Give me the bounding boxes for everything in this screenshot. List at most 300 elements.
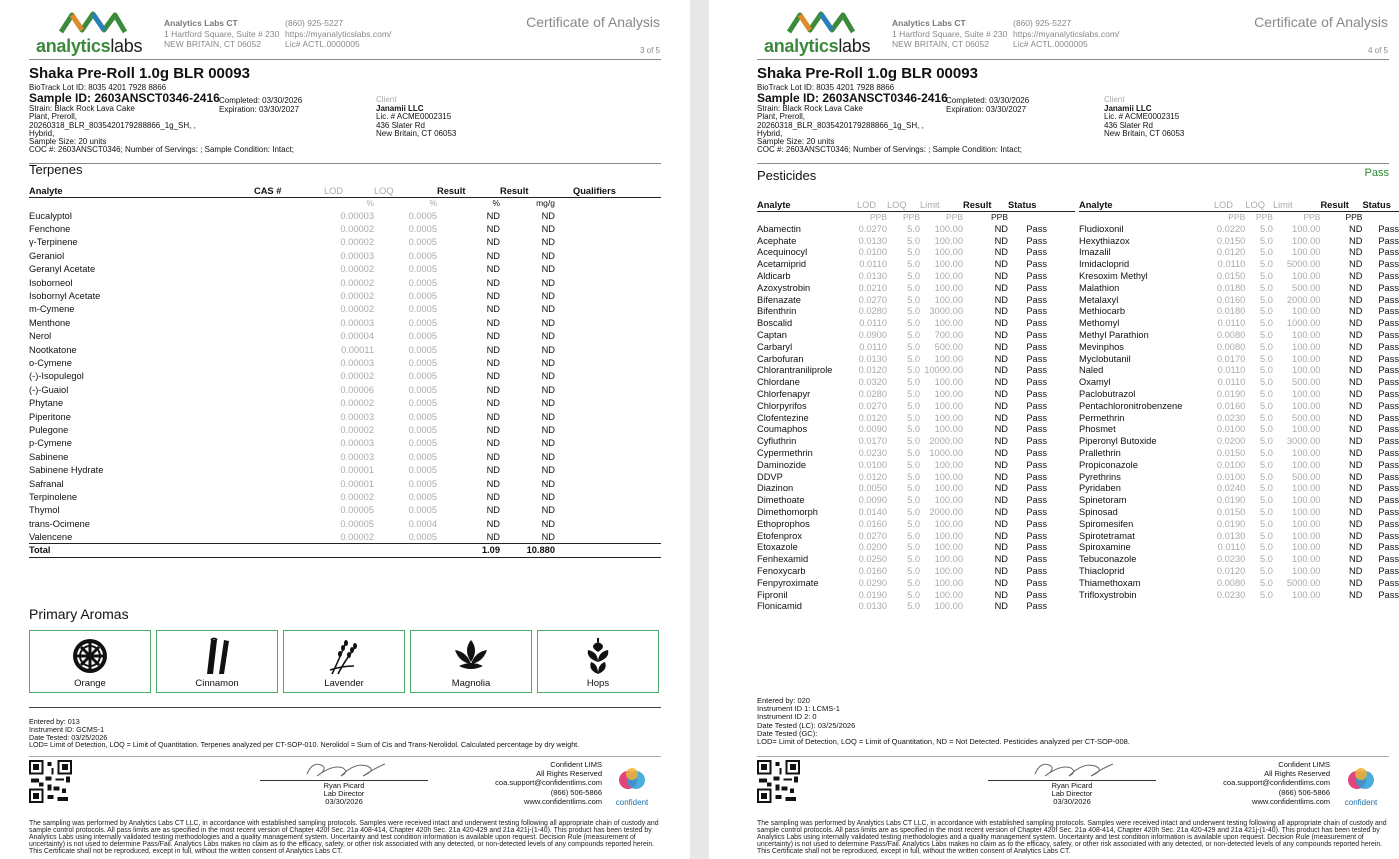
result-value: ND — [994, 235, 1008, 246]
table-row — [1079, 282, 1399, 294]
cas-number — [254, 463, 324, 476]
table-row — [29, 504, 661, 517]
cas-number — [254, 410, 324, 423]
analyte-name: Imazalil — [1079, 247, 1111, 258]
lod-value: 0.0130 — [858, 271, 887, 282]
result-value: ND — [1349, 412, 1363, 423]
analyte-name: Bifenthrin — [757, 306, 797, 317]
col-status: Status — [1008, 200, 1047, 211]
col-lod: LOD — [1214, 200, 1245, 211]
analyte-name: Etofenprox — [757, 530, 802, 541]
table-row — [1079, 412, 1399, 424]
result-value: ND — [994, 400, 1008, 411]
lod-value: 0.0180 — [1216, 282, 1246, 293]
lod-value: 0.00003 — [340, 357, 374, 368]
table-header — [1079, 200, 1399, 211]
table-row — [29, 263, 661, 276]
aroma-label: Hops — [586, 678, 610, 689]
analyte-name: Diazinon — [757, 483, 794, 494]
result-value: ND — [1349, 235, 1363, 246]
lab-license: Lic# ACTL.0000005 — [285, 39, 360, 49]
lab-website[interactable]: https://myanalyticslabs.com/ — [1013, 28, 1120, 39]
loq-value: 5.0 — [1260, 577, 1273, 588]
table-row — [1079, 577, 1399, 589]
lod-value: 0.00004 — [340, 331, 374, 342]
analyte-name: Carbofuran — [757, 353, 804, 364]
limit-value: 5000.00 — [1286, 577, 1321, 588]
status-value: Pass — [1026, 365, 1047, 376]
result-mgg: ND — [541, 210, 555, 221]
product-title: Shaka Pre-Roll 1.0g BLR 00093 — [29, 65, 250, 82]
result-mgg: ND — [541, 491, 555, 502]
divider — [29, 756, 661, 757]
coc: COC #: 2603ANSCT0346; Number of Servings: ; Sample Condition: Intact; — [29, 145, 295, 155]
lavender-icon — [324, 636, 364, 676]
lod-value: 0.0200 — [858, 542, 887, 553]
lod-value: 0.0230 — [858, 448, 887, 459]
document-title: Certificate of Analysis — [526, 14, 660, 30]
lod-value: 0.0280 — [858, 389, 887, 400]
limit-value: 1000.00 — [929, 448, 963, 459]
result-mgg: ND — [541, 250, 555, 261]
qualifier — [555, 450, 661, 463]
analyte-name: p-Cymene — [29, 438, 72, 449]
loq-value: 5.0 — [1260, 235, 1273, 246]
result-value: ND — [1349, 400, 1363, 411]
limit-value: 100.00 — [934, 235, 963, 246]
cas-number — [254, 490, 324, 503]
result-mgg: ND — [541, 317, 555, 328]
analyte-name: Chlorfenapyr — [757, 389, 811, 400]
table-row — [757, 365, 1075, 377]
loq-value: 0.0005 — [408, 264, 437, 275]
qualifier — [555, 236, 661, 249]
page-gutter — [690, 0, 709, 859]
qualifier — [555, 303, 661, 316]
table-row — [1079, 565, 1399, 577]
completed-date: Completed: 03/30/2026 — [219, 96, 303, 105]
lims-site[interactable]: www.confidentlims.com — [524, 796, 602, 806]
result-value: ND — [1349, 282, 1363, 293]
result-pct: ND — [486, 357, 500, 368]
result-value: ND — [1349, 566, 1363, 576]
status-value: Pass — [1378, 235, 1399, 246]
loq-value: 0.0005 — [408, 224, 437, 235]
lod-value: 0.0170 — [858, 436, 887, 447]
loq-value: 5.0 — [907, 330, 920, 341]
result-pct: ND — [486, 424, 500, 435]
status-value: Pass — [1378, 341, 1399, 352]
lims-email[interactable]: coa.support@confidentlims.com — [1223, 778, 1330, 788]
loq-value: 0.0005 — [408, 237, 437, 248]
loq-value: 5.0 — [907, 566, 920, 576]
analyte-name: Methomyl — [1079, 318, 1120, 329]
sample-meta — [29, 84, 294, 154]
lab-address-1: 1 Hartford Square, Suite # 230 — [164, 28, 280, 39]
analyte-name: Safranal — [29, 478, 64, 489]
result-value: ND — [994, 483, 1008, 494]
qualifier — [555, 370, 661, 383]
analyte-name: DDVP — [757, 471, 783, 482]
lod-value: 0.00002 — [340, 291, 374, 302]
loq-value: 5.0 — [1260, 389, 1273, 400]
result-value: ND — [994, 412, 1008, 423]
result-value: ND — [994, 577, 1008, 588]
loq-value: 0.0005 — [408, 451, 437, 462]
status-value: Pass — [1378, 589, 1399, 600]
table-row — [1079, 235, 1399, 247]
result-mgg: ND — [541, 424, 555, 435]
result-pct: ND — [486, 451, 500, 462]
table-row — [757, 518, 1075, 530]
loq-value: 5.0 — [1260, 318, 1273, 329]
table-row — [29, 490, 661, 503]
limit-value: 3000.00 — [1286, 436, 1321, 447]
lod-value: 0.0200 — [1216, 436, 1246, 447]
aroma-card-hops — [537, 630, 659, 693]
unit-result-mgg: mg/g — [536, 198, 555, 209]
col-limit: Limit — [1273, 200, 1321, 211]
status-value: Pass — [1378, 436, 1399, 447]
result-mgg: ND — [541, 438, 555, 449]
lab-website[interactable]: https://myanalyticslabs.com/ — [285, 28, 392, 39]
qualifier — [555, 289, 661, 302]
table-row — [757, 400, 1075, 412]
col-lod: LOD — [857, 200, 887, 211]
status-value: Pass — [1026, 282, 1047, 293]
loq-value: 5.0 — [1260, 223, 1273, 234]
empty — [374, 544, 437, 557]
table-row — [1079, 435, 1399, 447]
loq-value: 5.0 — [907, 365, 920, 376]
status-value: Pass — [1378, 448, 1399, 459]
result-value: ND — [1349, 542, 1363, 553]
aromas-list — [29, 630, 659, 693]
table-row — [757, 388, 1075, 400]
loq-value: 0.0005 — [408, 344, 437, 355]
analyte-name: Dimethomorph — [757, 507, 818, 518]
limit-value: 100.00 — [934, 389, 963, 400]
loq-value: 5.0 — [907, 554, 920, 565]
analyte-name: Fenhexamid — [757, 554, 809, 565]
table-row — [1079, 518, 1399, 530]
result-value: ND — [1349, 353, 1363, 364]
result-value: ND — [994, 471, 1008, 482]
table-row — [757, 577, 1075, 589]
limit-value: 100.00 — [934, 542, 963, 553]
lod-value: 0.0120 — [1216, 247, 1246, 258]
lab-license: Lic# ACTL.0000005 — [1013, 39, 1088, 49]
signatory — [260, 782, 428, 806]
analyte-name: Acephate — [757, 235, 797, 246]
sample-id: Sample ID: 2603ANSCT0346-2416 — [29, 91, 220, 106]
lod-value: 0.0140 — [858, 507, 887, 518]
analyte-name: (-)-Guaiol — [29, 384, 69, 395]
status-value: Pass — [1026, 389, 1047, 400]
result-value: ND — [1349, 294, 1363, 305]
limit-value: 100.00 — [934, 483, 963, 494]
analyte-name: Phytane — [29, 398, 64, 409]
analyte-name: Chlorpyrifos — [757, 400, 807, 411]
analyte-name: Pyridaben — [1079, 483, 1121, 494]
limit-value: 100.00 — [1292, 330, 1321, 341]
limit-value: 2000.00 — [929, 507, 963, 518]
table-row — [757, 376, 1075, 388]
status-value: Pass — [1378, 271, 1399, 282]
analyte-name: Cypermethrin — [757, 448, 813, 459]
result-value: ND — [994, 542, 1008, 553]
qr-code — [757, 760, 800, 803]
status-value: Pass — [1026, 353, 1047, 364]
product-title: Shaka Pre-Roll 1.0g BLR 00093 — [757, 65, 978, 82]
result-mgg: ND — [541, 304, 555, 315]
lims-site[interactable]: www.confidentlims.com — [1252, 796, 1330, 806]
lod-value: 0.0110 — [859, 259, 887, 270]
table-row — [757, 435, 1075, 447]
table-row — [757, 353, 1075, 365]
col-analyte: Analyte — [1079, 200, 1214, 211]
table-row — [29, 450, 661, 463]
loq-value: 5.0 — [907, 601, 920, 612]
loq-value: 5.0 — [1260, 507, 1273, 518]
limit-value: 100.00 — [934, 471, 963, 482]
result-value: ND — [994, 459, 1008, 470]
table-row — [757, 483, 1075, 495]
table-row — [757, 258, 1075, 270]
limit-value: 2000.00 — [1286, 294, 1321, 305]
status-value: Pass — [1026, 507, 1047, 518]
status-value: Pass — [1378, 554, 1399, 565]
status-value: Pass — [1026, 294, 1047, 305]
status-value: Pass — [1026, 259, 1047, 270]
loq-value: 5.0 — [1260, 424, 1273, 435]
analyte-name: Aldicarb — [757, 271, 791, 282]
analyte-name: Mevinphos — [1079, 341, 1124, 352]
lod-value: 0.0190 — [1216, 389, 1246, 400]
table-row — [1079, 542, 1399, 554]
col-result-mgg: Result — [500, 186, 555, 197]
result-value: ND — [1349, 306, 1363, 317]
lod-value: 0.0280 — [858, 306, 887, 317]
status-value: Pass — [1378, 377, 1399, 388]
limit-value: 100.00 — [1292, 518, 1321, 529]
analyte-name: Thiacloprid — [1079, 566, 1125, 576]
limit-value: 100.00 — [1292, 554, 1321, 565]
section-status-badge: Pass — [1364, 167, 1389, 179]
divider — [29, 163, 661, 164]
result-value: ND — [994, 566, 1008, 576]
table-row — [757, 601, 1075, 613]
loq-value: 0.0005 — [408, 304, 437, 315]
col-limit: Limit — [920, 200, 963, 211]
lod-value: 0.0160 — [858, 566, 887, 576]
strain: Strain: Black Rock Lava Cake — [29, 104, 135, 114]
col-loq: LOQ — [1245, 200, 1273, 211]
lod-value: 0.00011 — [341, 344, 374, 355]
result-pct: ND — [486, 304, 500, 315]
completed-date: Completed: 03/30/2026 — [946, 96, 1030, 105]
loq-value: 5.0 — [1260, 377, 1273, 388]
lod-value: 0.00005 — [340, 518, 374, 529]
qualifier — [555, 423, 661, 436]
pesticides-table-right — [1079, 200, 1399, 601]
result-pct: ND — [486, 250, 500, 261]
analyte-name: Thiamethoxam — [1079, 577, 1141, 588]
analyte-name: Boscalid — [757, 318, 793, 329]
qualifier — [555, 316, 661, 329]
date-tested-lc: Date Tested (LC): 03/25/2026 — [757, 720, 856, 730]
analyte-name: Etoxazole — [757, 542, 798, 553]
loq-value: 0.0005 — [408, 411, 437, 422]
qualifier — [555, 396, 661, 409]
table-row — [1079, 459, 1399, 471]
lod-value: 0.0110 — [1217, 542, 1246, 553]
sample-type: Plant, Preroll, — [757, 112, 806, 122]
lod-value: 0.00002 — [340, 398, 374, 409]
analyte-name: Spinosad — [1079, 507, 1118, 518]
analyte-name: Coumaphos — [757, 424, 808, 435]
status-value: Pass — [1378, 306, 1399, 317]
table-row — [757, 542, 1075, 554]
table-row — [757, 506, 1075, 518]
client-address-2: New Britain, CT 06053 — [376, 129, 457, 138]
lod-value: 0.0270 — [858, 400, 887, 411]
lod-value: 0.00006 — [340, 384, 374, 395]
result-value: ND — [994, 436, 1008, 447]
analyte-name: Permethrin — [1079, 412, 1125, 423]
status-value: Pass — [1378, 495, 1399, 506]
lod-value: 0.0080 — [1216, 341, 1246, 352]
result-value: ND — [1349, 436, 1363, 447]
lod-value: 0.0110 — [1217, 377, 1246, 388]
status-value: Pass — [1378, 365, 1399, 376]
lod-value: 0.00002 — [340, 491, 374, 502]
loq-value: 5.0 — [907, 377, 920, 388]
table-row — [1079, 270, 1399, 282]
table-row — [29, 209, 661, 222]
limit-value: 500.00 — [934, 341, 963, 352]
table-row — [29, 356, 661, 369]
loq-value: 5.0 — [1260, 518, 1273, 529]
limit-value: 100.00 — [1292, 223, 1321, 234]
status-value: Pass — [1026, 601, 1047, 612]
limit-value: 100.00 — [1292, 271, 1321, 282]
aroma-label: Orange — [74, 678, 106, 689]
lab-contact — [1013, 18, 1119, 50]
result-pct: ND — [486, 371, 500, 382]
lims-phone: (866) 506-5866 — [1278, 787, 1330, 797]
status-value: Pass — [1026, 223, 1047, 234]
loq-value: 5.0 — [1260, 436, 1273, 447]
qr-code — [29, 760, 72, 803]
status-value: Pass — [1026, 306, 1047, 317]
limit-value: 100.00 — [934, 495, 963, 506]
loq-value: 5.0 — [907, 353, 920, 364]
result-value: ND — [1349, 223, 1363, 234]
lod-value: 0.0190 — [1216, 495, 1246, 506]
loq-value: 5.0 — [1260, 271, 1273, 282]
limit-value: 700.00 — [934, 330, 963, 341]
result-pct: ND — [486, 264, 500, 275]
result-mgg: ND — [541, 465, 555, 476]
lod-value: 0.00002 — [340, 304, 374, 315]
analyte-name: Valencene — [29, 531, 73, 542]
signatory-role: Lab Director — [1051, 789, 1093, 798]
loq-value: 5.0 — [1260, 259, 1273, 270]
table-row — [757, 424, 1075, 436]
coa-page-pesticides — [709, 0, 1399, 859]
table-row — [29, 249, 661, 262]
loq-value: 0.0005 — [408, 371, 437, 382]
cas-number — [254, 477, 324, 490]
result-value: ND — [994, 495, 1008, 506]
section-title-pesticides: Pesticides — [757, 168, 817, 183]
status-value: Pass — [1378, 318, 1399, 329]
lod-value: 0.0100 — [1216, 471, 1246, 482]
lims-email[interactable]: coa.support@confidentlims.com — [495, 778, 602, 788]
lod-value: 0.0110 — [1217, 365, 1246, 376]
qualifier — [555, 383, 661, 396]
lod-value: 0.0100 — [1216, 424, 1246, 435]
loq-value: 5.0 — [907, 518, 920, 529]
lod-value: 0.00001 — [340, 465, 374, 476]
limit-value: 100.00 — [1292, 448, 1321, 459]
status-value: Pass — [1378, 330, 1399, 341]
analyte-name: Clofentezine — [757, 412, 809, 423]
result-pct: ND — [486, 317, 500, 328]
cas-number — [254, 356, 324, 369]
lod-value: 0.0150 — [1216, 448, 1246, 459]
table-row — [29, 343, 661, 356]
loq-value: 5.0 — [1260, 589, 1273, 600]
variety: Hybrid, — [29, 128, 55, 138]
result-pct: ND — [486, 398, 500, 409]
unit-lod: % — [366, 198, 374, 209]
lab-contact — [285, 18, 391, 50]
status-value: Pass — [1026, 554, 1047, 565]
divider — [757, 59, 1389, 60]
status-value: Pass — [1378, 518, 1399, 529]
loq-value: 0.0005 — [408, 478, 437, 489]
analyte-name: (-)-Isopulegol — [29, 371, 84, 382]
limit-value: 100.00 — [934, 294, 963, 305]
result-value: ND — [1349, 341, 1363, 352]
table-row — [1079, 483, 1399, 495]
status-value: Pass — [1026, 318, 1047, 329]
loq-value: 5.0 — [907, 483, 920, 494]
limit-value: 100.00 — [934, 566, 963, 576]
lod-value: 0.0190 — [858, 589, 887, 600]
aroma-card-magnolia — [410, 630, 532, 693]
analyte-name: Isobornyl Acetate — [29, 291, 101, 302]
qualifier — [555, 517, 661, 530]
col-cas: CAS # — [254, 186, 324, 197]
disclaimer: The sampling was performed by Analytics Labs CT LLC, in accordance with established sampling protocols. Samples were received intact and underwent testing following all appropriate chain of custody and sample control protocols. All pass limits are as specified in the most recent version of Chapter 420f Sec. 21a 408-414, Chapter 420h Sec. 21a 420-429 and 21a 421j-(1-40). This product has been tested by Analytics Labs using internally validated testing methodologies and a quality management system. Uncertainty and test condition information is available upon request. Decision Rule (measurement of uncertainty) is not used to determine Pass/Fail. Analytics Labs makes no claim as to the efficacy, safety, or other risk associated with any detected, or non-detected levels of any compounds reported herein. This Certificate shall not be reproduced, except in full, without the written consent of Analytics Labs CT. — [29, 820, 659, 855]
confident-logo: confident — [614, 768, 650, 807]
loq-value: 5.0 — [1260, 412, 1273, 423]
analyte-name: Fenpyroximate — [757, 577, 819, 588]
limit-value: 100.00 — [934, 577, 963, 588]
signatory-date: 03/30/2026 — [1053, 797, 1091, 806]
loq-value: 5.0 — [1260, 459, 1273, 470]
lod-value: 0.0190 — [1216, 518, 1246, 529]
result-value: ND — [1349, 377, 1363, 388]
table-row — [1079, 553, 1399, 565]
status-value: Pass — [1378, 412, 1399, 423]
cas-number — [254, 263, 324, 276]
loq-value: 5.0 — [907, 589, 920, 600]
aroma-card-cinnamon — [156, 630, 278, 693]
